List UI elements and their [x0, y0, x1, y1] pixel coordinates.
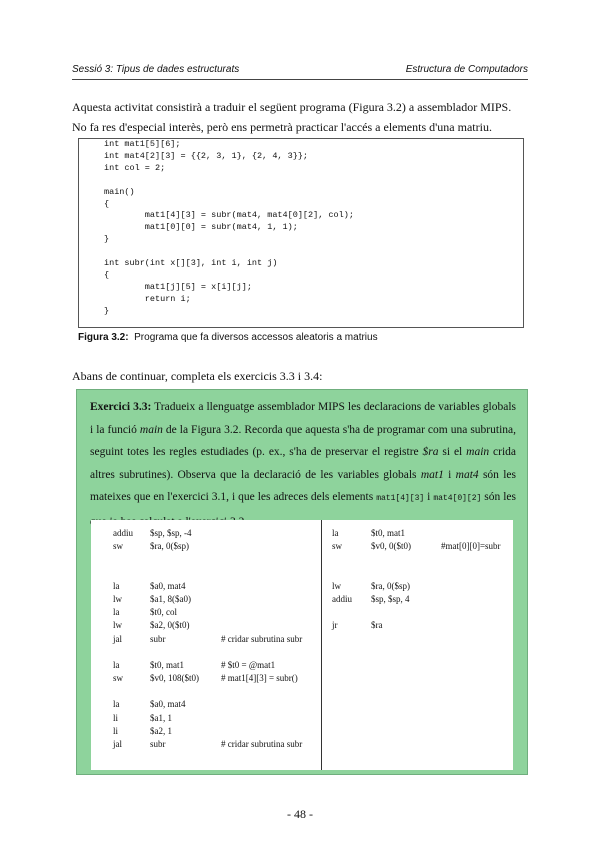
asm-op: la — [332, 528, 339, 538]
caption-label: Figura 3.2: — [78, 332, 129, 343]
asm-args: $v0, 108($t0) — [150, 673, 199, 684]
column-divider — [321, 520, 322, 770]
asm-comment: # $t0 = @mat1 — [221, 659, 276, 670]
asm-args: $v0, 0($t0) — [371, 541, 411, 552]
asm-op: lw — [332, 580, 341, 591]
asm-args: $a0, mat4 — [150, 699, 186, 710]
intro-line-2: No fa res d'especial interès, però ens permetrà practicar l'accés a elements d'una matriu. — [72, 120, 492, 134]
asm-args: $a1, 8($a0) — [150, 593, 191, 604]
exercise-text: Exercici 3.3: Tradueix a llenguatge assemblador MIPS les declaracions de variables globals i la funció main de la Figura 3.2. Recorda que aquesta s'ha de programar com una subrutina, seguint totes les regles estudiades (p. ex., s'ha de preservar el registre $ra si el main crida altres subrutines). Observa que la declaració de les variables globals mat1 i mat4 són les mateixes que en l'exercici 3.1, i que les adreces dels elements mat1[4][3] i mat4[0][2] són les — [90, 401, 517, 504]
intro-paragraph — [72, 97, 528, 137]
asm-op: la — [113, 580, 120, 591]
asm-args: $ra, 0($sp) — [150, 541, 189, 552]
asm-args: subr — [150, 633, 166, 644]
asm-op: sw — [332, 541, 343, 552]
asm-args: $ra, 0($sp) — [371, 580, 410, 591]
asm-op: addiu — [332, 593, 352, 604]
asm-args: $sp, $sp, -4 — [150, 528, 192, 538]
asm-args: subr — [150, 739, 166, 749]
code-listing — [78, 138, 524, 328]
asm-op: sw — [113, 541, 124, 552]
asm-args: $a0, mat4 — [150, 580, 186, 591]
asm-op: la — [113, 659, 120, 670]
page-header — [72, 64, 528, 80]
answer-area[interactable] — [91, 520, 513, 770]
asm-op: addiu — [113, 528, 133, 538]
asm-op: li — [113, 725, 119, 736]
asm-op: jr — [332, 620, 338, 631]
exercise-box — [76, 389, 528, 775]
asm-op: la — [113, 699, 120, 710]
asm-comment: # cridar subrutina subr — [221, 739, 303, 749]
asm-args: $a2, 0($t0) — [150, 620, 190, 631]
header-left: Sessió 3: Tipus de dades estructurats — [72, 64, 240, 75]
caption-text: Programa que fa diversos accessos aleatoris a matrius — [134, 332, 378, 343]
page-number: - 48 - — [287, 807, 313, 821]
header-right: Estructura de Computadors — [405, 64, 528, 75]
asm-args: $t0, mat1 — [371, 528, 405, 538]
asm-args: $t0, col — [150, 607, 177, 618]
asm-op: lw — [113, 593, 122, 604]
figure-caption — [78, 332, 378, 343]
intro-line-1: Aquesta activitat consistirà a traduir el següent programa (Figura 3.2) a assemblador MIPS. — [72, 100, 512, 114]
asm-args: $a1, 1 — [150, 712, 172, 723]
asm-op: sw — [113, 673, 124, 684]
asm-comment: #mat[0][0]=subr — [441, 541, 501, 552]
asm-args: $t0, mat1 — [150, 659, 184, 670]
asm-args: $a2, 1 — [150, 725, 172, 736]
asm-op: jal — [113, 633, 122, 644]
asm-comment: # mat1[4][3] = subr() — [221, 673, 298, 684]
asm-args: $sp, $sp, 4 — [371, 593, 410, 604]
header-rule — [72, 79, 528, 80]
asm-args: $ra — [371, 620, 383, 631]
code-text: int mat1[5][6]; int mat4[2][3] = {{2, 3, 1}, {2, 4, 3}}; int col = 2; main() { mat1[4][3] = subr(mat4, mat4[0][2], col); mat1[0][0] = subr(mat4, 1, 1); } int subr(int x[][3], int i, int j) { mat1[j][5] = x[i][j]; return i; } — [104, 139, 354, 316]
asm-op: lw — [113, 620, 122, 631]
exercise-title: Exercici 3.3: — [90, 401, 152, 413]
asm-comment: # cridar subrutina subr — [221, 633, 303, 644]
asm-op: li — [113, 712, 119, 723]
asm-op: jal — [113, 739, 122, 749]
asm-op: la — [113, 607, 120, 618]
lead-text: Abans de continuar, completa els exercicis 3.3 i 3.4: — [72, 369, 323, 383]
